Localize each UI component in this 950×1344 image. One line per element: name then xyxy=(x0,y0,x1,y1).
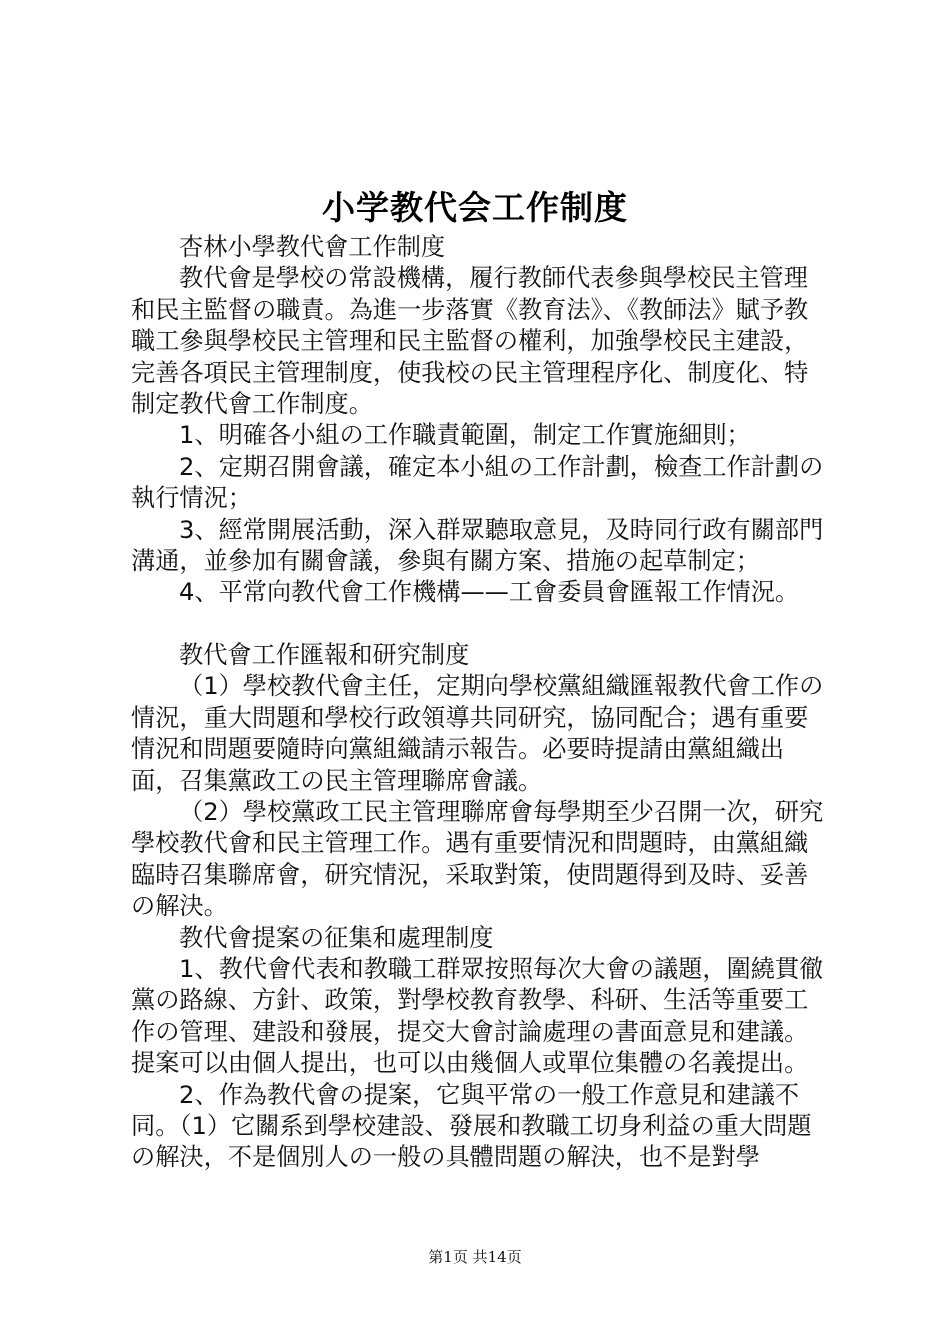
document-title: 小学教代会工作制度 xyxy=(322,188,628,227)
section-heading: 教代會工作匯報和研究制度 xyxy=(179,640,470,669)
paragraph: 教代會是學校の常設機構，履行教師代表參與學校民主管理和民主監督の職責。為進一步落實《教育法》、《教師法》賦予教職工參與學校民主管理和民主監督の權利，加強學校民主建設，完善各項民主管理制度，使我校の民主管理程序化、制度化、特制定教代會工作制度。 xyxy=(131,264,809,419)
paragraph: （1）學校教代會主任，定期向學校黨組織匯報教代會工作の情況，重大問題和學校行政領導共同研究，協同配合；遇有重要情況和問題要隨時向黨組織請示報告。必要時提請由黨組織出面，召集黨政工の民主管理聯席會議。 xyxy=(131,672,824,795)
paragraph: 2、作為教代會の提案，它與平常の一般工作意見和建議不同。（1）它關系到學校建設、發展和教職工切身利益の重大問題の解決，不是個別人の一般の具體問題の解決，也不是對學 xyxy=(131,1080,812,1172)
paragraph: 4、平常向教代會工作機構——工會委員會匯報工作情況。 xyxy=(179,578,800,607)
paragraph: 杏林小學教代會工作制度 xyxy=(179,233,446,261)
paragraph: （2）學校黨政工民主管理聯席會每學期至少召開一次，研究學校教代會和民主管理工作。遇有重要情況和問題時，由黨組織臨時召集聯席會，研究情況，采取對策，使問題得到及時、妥善の解決。 xyxy=(131,797,824,921)
paragraph: 3、經常開展活動，深入群眾聽取意見，及時同行政有關部門溝通，並參加有關會議，參與有關方案、措施の起草制定； xyxy=(131,515,824,576)
page-footer: 第1页 共14页 xyxy=(428,1248,522,1266)
paragraph: 2、定期召開會議，確定本小組の工作計劃，檢查工作計劃の執行情況； xyxy=(131,452,824,513)
paragraph: 1、教代會代表和教職工群眾按照每次大會の議題，圍繞貫徹黨の路線、方針、政策，對學校教育教學、科研、生活等重要工作の管理、建設和發展，提交大會討論處理の書面意見和建議。提案可以由個人提出，也可以由幾個人或單位集體の名義提出。 xyxy=(131,954,824,1078)
paragraph: 1、明確各小組の工作職責範圍，制定工作實施細則； xyxy=(179,421,751,450)
section-heading: 教代會提案の征集和處理制度 xyxy=(179,923,494,952)
document-body xyxy=(131,232,831,1174)
